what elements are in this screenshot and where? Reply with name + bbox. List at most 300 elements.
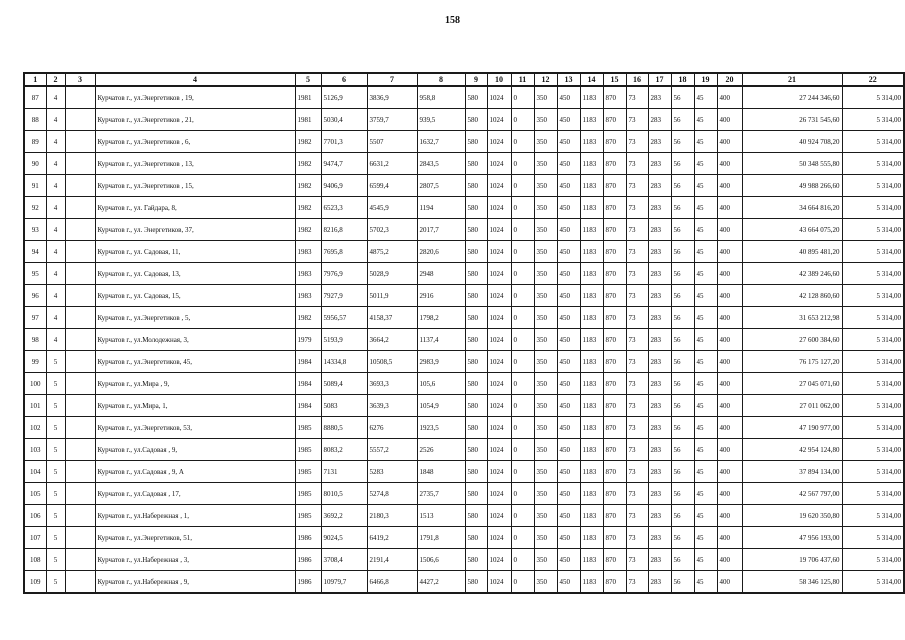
table-cell-col-10: 1024 <box>487 241 511 263</box>
table-cell-col-4: Курчатов г., ул.Садовая , 17, <box>95 483 295 505</box>
table-cell-col-11: 0 <box>511 505 534 527</box>
column-header-3: 3 <box>65 73 95 86</box>
table-row <box>24 483 904 505</box>
table-cell-col-4: Курчатов г., ул.Набережная , 1, <box>95 505 295 527</box>
table-cell-col-8: 2983,9 <box>417 351 465 373</box>
table-cell-col-19: 45 <box>694 263 717 285</box>
table-cell-col-18: 56 <box>671 219 694 241</box>
table-cell-col-22: 5 314,00 <box>842 461 904 483</box>
table-cell-col-12: 350 <box>534 395 557 417</box>
table-cell-col-21: 37 894 134,00 <box>742 461 842 483</box>
table-cell-col-11: 0 <box>511 571 534 594</box>
table-cell-col-4: Курчатов г., ул.Энергетиков , 19, <box>95 86 295 109</box>
table-cell-col-5: 1982 <box>295 153 321 175</box>
table-cell-col-21: 26 731 545,60 <box>742 109 842 131</box>
table-cell-col-4: Курчатов г., ул.Энергетиков , 21, <box>95 109 295 131</box>
table-cell-col-16: 73 <box>626 571 648 594</box>
column-header-13: 13 <box>557 73 580 86</box>
table-cell-col-19: 45 <box>694 351 717 373</box>
table-cell-col-17: 283 <box>648 549 671 571</box>
table-cell-col-16: 73 <box>626 263 648 285</box>
table-cell-col-18: 56 <box>671 175 694 197</box>
table-cell-col-11: 0 <box>511 527 534 549</box>
table-cell-col-8: 1923,5 <box>417 417 465 439</box>
table-cell-col-13: 450 <box>557 505 580 527</box>
table-cell-col-18: 56 <box>671 109 694 131</box>
table-cell-col-21: 50 348 555,80 <box>742 153 842 175</box>
table-cell-col-14: 1183 <box>580 549 603 571</box>
table-cell-col-17: 283 <box>648 373 671 395</box>
table-cell-col-4: Курчатов г., ул.Набережная , 3, <box>95 549 295 571</box>
table-cell-col-6: 6523,3 <box>321 197 367 219</box>
table-cell-col-2: 5 <box>46 417 65 439</box>
table-cell-col-22: 5 314,00 <box>842 483 904 505</box>
table-cell-col-12: 350 <box>534 175 557 197</box>
column-header-22: 22 <box>842 73 904 86</box>
table-cell-col-18: 56 <box>671 329 694 351</box>
table-cell-col-6: 10979,7 <box>321 571 367 594</box>
table-cell-col-13: 450 <box>557 395 580 417</box>
table-cell-col-20: 400 <box>717 505 742 527</box>
table-cell-col-21: 27 045 071,60 <box>742 373 842 395</box>
table-cell-col-20: 400 <box>717 373 742 395</box>
table-cell-col-3 <box>65 197 95 219</box>
table-cell-col-9: 580 <box>465 153 487 175</box>
table-cell-col-3 <box>65 527 95 549</box>
table-cell-col-3 <box>65 461 95 483</box>
table-cell-col-12: 350 <box>534 505 557 527</box>
table-cell-col-17: 283 <box>648 263 671 285</box>
table-cell-col-1: 94 <box>24 241 46 263</box>
table-cell-col-16: 73 <box>626 131 648 153</box>
table-cell-col-17: 283 <box>648 241 671 263</box>
table-cell-col-5: 1982 <box>295 131 321 153</box>
table-cell-col-7: 4545,9 <box>367 197 417 219</box>
table-cell-col-3 <box>65 263 95 285</box>
table-cell-col-9: 580 <box>465 461 487 483</box>
table-cell-col-1: 97 <box>24 307 46 329</box>
table-cell-col-10: 1024 <box>487 549 511 571</box>
column-header-19: 19 <box>694 73 717 86</box>
table-cell-col-4: Курчатов г., ул. Садовая, 11, <box>95 241 295 263</box>
table-cell-col-10: 1024 <box>487 285 511 307</box>
table-cell-col-6: 7701,3 <box>321 131 367 153</box>
table-cell-col-5: 1984 <box>295 395 321 417</box>
column-header-12: 12 <box>534 73 557 86</box>
table-cell-col-15: 870 <box>603 241 626 263</box>
table-cell-col-10: 1024 <box>487 263 511 285</box>
table-cell-col-12: 350 <box>534 197 557 219</box>
table-cell-col-12: 350 <box>534 439 557 461</box>
table-cell-col-18: 56 <box>671 86 694 109</box>
table-cell-col-10: 1024 <box>487 329 511 351</box>
table-cell-col-2: 4 <box>46 329 65 351</box>
table-cell-col-8: 2843,5 <box>417 153 465 175</box>
table-cell-col-8: 939,5 <box>417 109 465 131</box>
table-cell-col-16: 73 <box>626 197 648 219</box>
table-cell-col-9: 580 <box>465 109 487 131</box>
table-cell-col-2: 4 <box>46 153 65 175</box>
table-cell-col-6: 5089,4 <box>321 373 367 395</box>
table-cell-col-20: 400 <box>717 219 742 241</box>
table-cell-col-7: 5028,9 <box>367 263 417 285</box>
table-cell-col-6: 8083,2 <box>321 439 367 461</box>
table-cell-col-18: 56 <box>671 505 694 527</box>
table-cell-col-7: 6631,2 <box>367 153 417 175</box>
table-cell-col-20: 400 <box>717 527 742 549</box>
table-cell-col-8: 1054,9 <box>417 395 465 417</box>
table-cell-col-16: 73 <box>626 505 648 527</box>
table-cell-col-21: 76 175 127,20 <box>742 351 842 373</box>
table-cell-col-22: 5 314,00 <box>842 109 904 131</box>
table-cell-col-2: 4 <box>46 263 65 285</box>
table-cell-col-1: 103 <box>24 439 46 461</box>
table-cell-col-7: 3664,2 <box>367 329 417 351</box>
column-header-8: 8 <box>417 73 465 86</box>
table-cell-col-19: 45 <box>694 571 717 594</box>
table-cell-col-22: 5 314,00 <box>842 329 904 351</box>
table-cell-col-22: 5 314,00 <box>842 131 904 153</box>
table-cell-col-17: 283 <box>648 307 671 329</box>
table-cell-col-17: 283 <box>648 197 671 219</box>
table-cell-col-4: Курчатов г., ул.Энергетиков , 5, <box>95 307 295 329</box>
table-cell-col-18: 56 <box>671 571 694 594</box>
table-cell-col-2: 5 <box>46 395 65 417</box>
table-cell-col-6: 7695,8 <box>321 241 367 263</box>
table-cell-col-10: 1024 <box>487 395 511 417</box>
table-cell-col-9: 580 <box>465 329 487 351</box>
table-cell-col-8: 958,8 <box>417 86 465 109</box>
table-cell-col-4: Курчатов г., ул. Садовая, 13, <box>95 263 295 285</box>
table-cell-col-20: 400 <box>717 263 742 285</box>
table-cell-col-1: 87 <box>24 86 46 109</box>
table-cell-col-16: 73 <box>626 395 648 417</box>
table-cell-col-1: 109 <box>24 571 46 594</box>
table-cell-col-13: 450 <box>557 417 580 439</box>
table-cell-col-20: 400 <box>717 395 742 417</box>
table-cell-col-12: 350 <box>534 131 557 153</box>
column-header-16: 16 <box>626 73 648 86</box>
table-cell-col-4: Курчатов г., ул.Набережная , 9, <box>95 571 295 594</box>
table-cell-col-16: 73 <box>626 153 648 175</box>
table-cell-col-13: 450 <box>557 373 580 395</box>
table-cell-col-6: 5030,4 <box>321 109 367 131</box>
table-cell-col-20: 400 <box>717 285 742 307</box>
table-cell-col-18: 56 <box>671 241 694 263</box>
table-row <box>24 439 904 461</box>
table-cell-col-12: 350 <box>534 86 557 109</box>
table-cell-col-22: 5 314,00 <box>842 175 904 197</box>
table-cell-col-13: 450 <box>557 197 580 219</box>
table-cell-col-19: 45 <box>694 527 717 549</box>
table-cell-col-15: 870 <box>603 307 626 329</box>
table-cell-col-11: 0 <box>511 483 534 505</box>
table-cell-col-18: 56 <box>671 263 694 285</box>
table-cell-col-9: 580 <box>465 86 487 109</box>
table-cell-col-21: 19 620 350,80 <box>742 505 842 527</box>
table-cell-col-12: 350 <box>534 461 557 483</box>
table-cell-col-21: 42 389 246,60 <box>742 263 842 285</box>
table-cell-col-1: 106 <box>24 505 46 527</box>
table-cell-col-14: 1183 <box>580 285 603 307</box>
table-cell-col-9: 580 <box>465 241 487 263</box>
table-cell-col-19: 45 <box>694 241 717 263</box>
table-row <box>24 571 904 594</box>
table-cell-col-7: 5557,2 <box>367 439 417 461</box>
table-cell-col-6: 7976,9 <box>321 263 367 285</box>
table-cell-col-20: 400 <box>717 307 742 329</box>
table-cell-col-3 <box>65 505 95 527</box>
table-cell-col-9: 580 <box>465 483 487 505</box>
table-cell-col-10: 1024 <box>487 219 511 241</box>
column-header-9: 9 <box>465 73 487 86</box>
table-cell-col-5: 1986 <box>295 571 321 594</box>
table-cell-col-11: 0 <box>511 175 534 197</box>
table-cell-col-15: 870 <box>603 263 626 285</box>
table-cell-col-2: 5 <box>46 461 65 483</box>
table-cell-col-21: 19 706 437,60 <box>742 549 842 571</box>
table-cell-col-4: Курчатов г., ул. Садовая, 15, <box>95 285 295 307</box>
table-cell-col-7: 5507 <box>367 131 417 153</box>
table-cell-col-3 <box>65 285 95 307</box>
table-cell-col-22: 5 314,00 <box>842 549 904 571</box>
table-cell-col-15: 870 <box>603 439 626 461</box>
table-row <box>24 351 904 373</box>
table-cell-col-9: 580 <box>465 197 487 219</box>
table-cell-col-9: 580 <box>465 373 487 395</box>
table-cell-col-14: 1183 <box>580 417 603 439</box>
table-cell-col-11: 0 <box>511 307 534 329</box>
table-cell-col-1: 104 <box>24 461 46 483</box>
table-row <box>24 461 904 483</box>
table-cell-col-10: 1024 <box>487 483 511 505</box>
table-row <box>24 175 904 197</box>
table-cell-col-14: 1183 <box>580 395 603 417</box>
table-cell-col-19: 45 <box>694 373 717 395</box>
table-cell-col-9: 580 <box>465 571 487 594</box>
table-cell-col-18: 56 <box>671 549 694 571</box>
table-row <box>24 131 904 153</box>
table-cell-col-16: 73 <box>626 351 648 373</box>
table-cell-col-13: 450 <box>557 527 580 549</box>
table-cell-col-16: 73 <box>626 86 648 109</box>
table-cell-col-11: 0 <box>511 241 534 263</box>
table-cell-col-3 <box>65 86 95 109</box>
table-cell-col-15: 870 <box>603 571 626 594</box>
table-cell-col-21: 40 895 481,20 <box>742 241 842 263</box>
table-cell-col-9: 580 <box>465 285 487 307</box>
table-cell-col-9: 580 <box>465 131 487 153</box>
table-cell-col-4: Курчатов г., ул.Садовая , 9, А <box>95 461 295 483</box>
table-cell-col-4: Курчатов г., ул.Молодежная, 3, <box>95 329 295 351</box>
column-header-18: 18 <box>671 73 694 86</box>
table-cell-col-13: 450 <box>557 86 580 109</box>
table-cell-col-14: 1183 <box>580 351 603 373</box>
table-cell-col-14: 1183 <box>580 373 603 395</box>
table-cell-col-7: 3759,7 <box>367 109 417 131</box>
table-cell-col-15: 870 <box>603 483 626 505</box>
table-cell-col-9: 580 <box>465 417 487 439</box>
table-cell-col-3 <box>65 329 95 351</box>
table-cell-col-19: 45 <box>694 285 717 307</box>
table-cell-col-7: 4875,2 <box>367 241 417 263</box>
table-cell-col-14: 1183 <box>580 131 603 153</box>
table-cell-col-1: 96 <box>24 285 46 307</box>
table-cell-col-2: 4 <box>46 285 65 307</box>
table-cell-col-14: 1183 <box>580 241 603 263</box>
table-cell-col-8: 4427,2 <box>417 571 465 594</box>
table-cell-col-4: Курчатов г., ул.Энергетиков, 45, <box>95 351 295 373</box>
table-cell-col-4: Курчатов г., ул.Энергетиков , 13, <box>95 153 295 175</box>
table-cell-col-11: 0 <box>511 153 534 175</box>
table-cell-col-17: 283 <box>648 439 671 461</box>
table-cell-col-13: 450 <box>557 549 580 571</box>
table-cell-col-7: 3693,3 <box>367 373 417 395</box>
column-header-2: 2 <box>46 73 65 86</box>
table-cell-col-13: 450 <box>557 307 580 329</box>
table-cell-col-16: 73 <box>626 307 648 329</box>
table-cell-col-4: Курчатов г., ул. Энергетиков, 37, <box>95 219 295 241</box>
table-row <box>24 86 904 109</box>
table-cell-col-6: 3708,4 <box>321 549 367 571</box>
table-cell-col-20: 400 <box>717 86 742 109</box>
table-cell-col-7: 5702,3 <box>367 219 417 241</box>
table-cell-col-22: 5 314,00 <box>842 351 904 373</box>
table-cell-col-16: 73 <box>626 439 648 461</box>
table-cell-col-6: 8216,8 <box>321 219 367 241</box>
table-cell-col-2: 4 <box>46 219 65 241</box>
table-cell-col-19: 45 <box>694 395 717 417</box>
table-cell-col-17: 283 <box>648 153 671 175</box>
table-cell-col-14: 1183 <box>580 307 603 329</box>
table-row <box>24 285 904 307</box>
table-cell-col-2: 4 <box>46 307 65 329</box>
table-cell-col-22: 5 314,00 <box>842 285 904 307</box>
housing-register-table <box>23 72 905 594</box>
table-cell-col-4: Курчатов г., ул.Мира, 1, <box>95 395 295 417</box>
table-cell-col-20: 400 <box>717 241 742 263</box>
table-cell-col-10: 1024 <box>487 153 511 175</box>
table-cell-col-13: 450 <box>557 351 580 373</box>
table-cell-col-17: 283 <box>648 395 671 417</box>
table-row <box>24 307 904 329</box>
table-cell-col-13: 450 <box>557 241 580 263</box>
table-cell-col-17: 283 <box>648 483 671 505</box>
table-cell-col-8: 2916 <box>417 285 465 307</box>
table-cell-col-15: 870 <box>603 329 626 351</box>
table-cell-col-12: 350 <box>534 571 557 594</box>
table-cell-col-8: 1194 <box>417 197 465 219</box>
table-cell-col-11: 0 <box>511 131 534 153</box>
table-cell-col-2: 5 <box>46 373 65 395</box>
table-cell-col-14: 1183 <box>580 86 603 109</box>
table-cell-col-3 <box>65 307 95 329</box>
table-cell-col-13: 450 <box>557 263 580 285</box>
table-cell-col-11: 0 <box>511 263 534 285</box>
table-cell-col-10: 1024 <box>487 571 511 594</box>
table-cell-col-10: 1024 <box>487 373 511 395</box>
table-cell-col-16: 73 <box>626 219 648 241</box>
table-cell-col-8: 2735,7 <box>417 483 465 505</box>
table-cell-col-18: 56 <box>671 461 694 483</box>
table-cell-col-20: 400 <box>717 417 742 439</box>
table-cell-col-15: 870 <box>603 373 626 395</box>
table-cell-col-17: 283 <box>648 86 671 109</box>
table-cell-col-8: 2526 <box>417 439 465 461</box>
table-cell-col-20: 400 <box>717 197 742 219</box>
table-cell-col-2: 5 <box>46 549 65 571</box>
table-cell-col-1: 90 <box>24 153 46 175</box>
table-cell-col-18: 56 <box>671 417 694 439</box>
table-cell-col-12: 350 <box>534 307 557 329</box>
table-cell-col-21: 27 244 346,60 <box>742 86 842 109</box>
table-cell-col-2: 4 <box>46 109 65 131</box>
table-cell-col-18: 56 <box>671 527 694 549</box>
table-cell-col-7: 2180,3 <box>367 505 417 527</box>
table-row <box>24 373 904 395</box>
table-cell-col-14: 1183 <box>580 483 603 505</box>
table-cell-col-10: 1024 <box>487 461 511 483</box>
table-cell-col-22: 5 314,00 <box>842 417 904 439</box>
table-cell-col-15: 870 <box>603 131 626 153</box>
table-cell-col-7: 5011,9 <box>367 285 417 307</box>
table-cell-col-10: 1024 <box>487 505 511 527</box>
table-cell-col-10: 1024 <box>487 527 511 549</box>
table-cell-col-14: 1183 <box>580 527 603 549</box>
table-cell-col-12: 350 <box>534 109 557 131</box>
table-cell-col-20: 400 <box>717 461 742 483</box>
table-cell-col-8: 2948 <box>417 263 465 285</box>
table-cell-col-11: 0 <box>511 549 534 571</box>
header-row <box>24 73 904 86</box>
column-header-20: 20 <box>717 73 742 86</box>
table-cell-col-16: 73 <box>626 417 648 439</box>
table-cell-col-8: 1632,7 <box>417 131 465 153</box>
table-cell-col-19: 45 <box>694 219 717 241</box>
table-cell-col-2: 5 <box>46 483 65 505</box>
table-cell-col-13: 450 <box>557 483 580 505</box>
table-cell-col-3 <box>65 549 95 571</box>
table-cell-col-12: 350 <box>534 549 557 571</box>
table-cell-col-11: 0 <box>511 329 534 351</box>
table-cell-col-13: 450 <box>557 285 580 307</box>
table-cell-col-6: 7131 <box>321 461 367 483</box>
table-cell-col-15: 870 <box>603 527 626 549</box>
table-cell-col-6: 5126,9 <box>321 86 367 109</box>
table-cell-col-8: 2017,7 <box>417 219 465 241</box>
column-header-11: 11 <box>511 73 534 86</box>
table-cell-col-6: 5193,9 <box>321 329 367 351</box>
table-cell-col-12: 350 <box>534 417 557 439</box>
column-header-10: 10 <box>487 73 511 86</box>
table-cell-col-3 <box>65 571 95 594</box>
table-cell-col-22: 5 314,00 <box>842 395 904 417</box>
table-cell-col-15: 870 <box>603 351 626 373</box>
table-cell-col-10: 1024 <box>487 351 511 373</box>
table-cell-col-16: 73 <box>626 461 648 483</box>
table-cell-col-15: 870 <box>603 86 626 109</box>
column-header-4: 4 <box>95 73 295 86</box>
table-cell-col-1: 92 <box>24 197 46 219</box>
table-cell-col-15: 870 <box>603 219 626 241</box>
table-cell-col-22: 5 314,00 <box>842 153 904 175</box>
table-cell-col-17: 283 <box>648 527 671 549</box>
table-row <box>24 527 904 549</box>
table-cell-col-16: 73 <box>626 175 648 197</box>
table-cell-col-20: 400 <box>717 175 742 197</box>
table-cell-col-15: 870 <box>603 175 626 197</box>
table-cell-col-9: 580 <box>465 505 487 527</box>
